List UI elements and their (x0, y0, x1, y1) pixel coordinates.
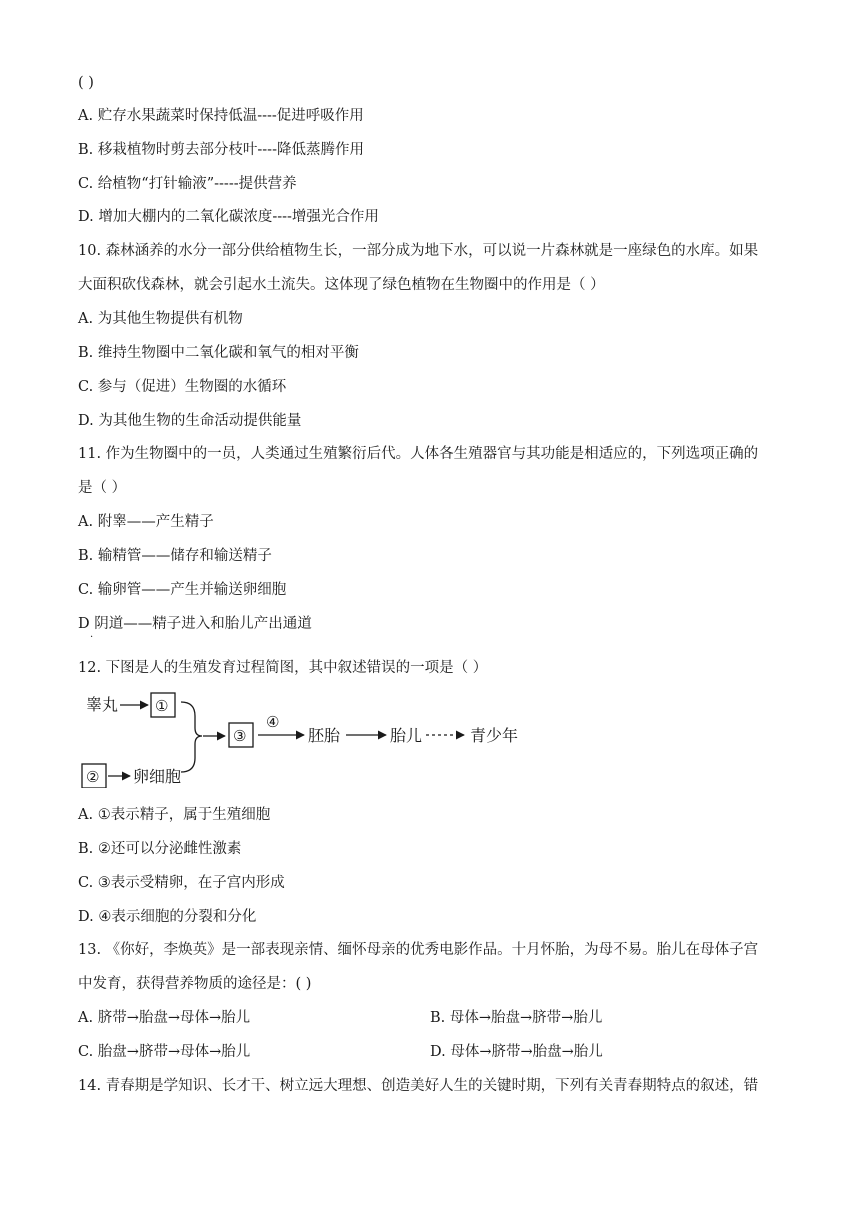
q9-option-c: C. 给植物“打针输液”-----提供营养 (78, 176, 297, 192)
diagram-egg-label: 卵细胞 (133, 767, 182, 786)
diagram-fetus-label: 胎儿 (390, 726, 423, 745)
q12-option-b: B. ②还可以分泌雌性激素 (78, 841, 242, 857)
box-3-label: ③ (233, 727, 247, 745)
q13-option-b: B. 母体→胎盘→脐带→胎儿 (430, 1010, 603, 1026)
q13-stem-line2: 中发育，获得营养物质的途径是：( ) (78, 976, 312, 992)
q9-option-b: B. 移栽植物时剪去部分枝叶----降低蒸腾作用 (78, 142, 364, 158)
q14-stem-line1: 14. 青春期是学知识、长才干、树立远大理想、创造美好人生的关键时期，下列有关青春期特点的叙述，错 (78, 1078, 759, 1094)
q10-option-b: B. 维持生物圈中二氧化碳和氧气的相对平衡 (78, 345, 359, 361)
q12-stem: 12. 下图是人的生殖发育过程简图，其中叙述错误的一项是（ ） (78, 660, 488, 676)
diagram-teen-label: 青少年 (470, 726, 519, 745)
q9-option-d: D. 增加大棚内的二氧化碳浓度----增强光合作用 (78, 209, 379, 225)
q10-option-c: C. 参与（促进）生物圈的水循环 (78, 379, 287, 395)
q11-option-a: A. 附睾——产生精子 (78, 514, 214, 530)
q13-option-d: D. 母体→脐带→胎盘→胎儿 (430, 1044, 603, 1060)
q12-option-c: C. ③表示受精卵，在子宫内形成 (78, 875, 285, 891)
box-1-label: ① (155, 697, 169, 715)
q9-stem-tail: ( ) (78, 75, 94, 91)
q12-option-a: A. ①表示精子，属于生殖细胞 (78, 807, 271, 823)
q11-stem-line2: 是（ ） (78, 480, 127, 496)
q10-option-a: A. 为其他生物提供有机物 (78, 311, 243, 327)
arrow-4-label: ④ (266, 713, 280, 731)
q11-option-b: B. 输精管——储存和输送精子 (78, 548, 272, 564)
q12-option-d: D. ④表示细胞的分裂和分化 (78, 909, 257, 925)
q13-option-a: A. 脐带→胎盘→母体→胎儿 (78, 1010, 251, 1026)
q11-option-d: D 阴道——精子进入和胎儿产出通道 (78, 616, 312, 632)
q11-stem-line1: 11. 作为生物圈中的一员，人类通过生殖繁衍后代。人体各生殖器官与其功能是相适应的，下列选项正确的 (78, 446, 759, 462)
emphasis-dot: . (90, 629, 94, 640)
q10-option-d: D. 为其他生物的生命活动提供能量 (78, 413, 302, 429)
q13-option-c: C. 胎盘→脐带→母体→胎儿 (78, 1044, 251, 1060)
reproduction-diagram (78, 688, 538, 788)
box-2-label: ② (86, 768, 100, 786)
q10-stem-line1: 10. 森林涵养的水分一部分供给植物生长，一部分成为地下水，可以说一片森林就是一座绿色的水库。如果 (78, 243, 759, 259)
q11-option-c: C. 输卵管——产生并输送卵细胞 (78, 582, 287, 598)
q9-option-a: A. 贮存水果蔬菜时保持低温----促进呼吸作用 (78, 108, 364, 124)
diagram-testis-label: 睾丸 (86, 695, 119, 714)
q10-stem-line2: 大面积砍伐森林，就会引起水土流失。这体现了绿色植物在生物圈中的作用是（ ） (78, 277, 605, 293)
merge-brace (181, 702, 202, 772)
diagram-embryo-label: 胚胎 (308, 726, 341, 745)
q13-stem-line1: 13. 《你好，李焕英》是一部表现亲情、缅怀母亲的优秀电影作品。十月怀胎，为母不易。胎儿在母体子宫 (78, 942, 759, 958)
